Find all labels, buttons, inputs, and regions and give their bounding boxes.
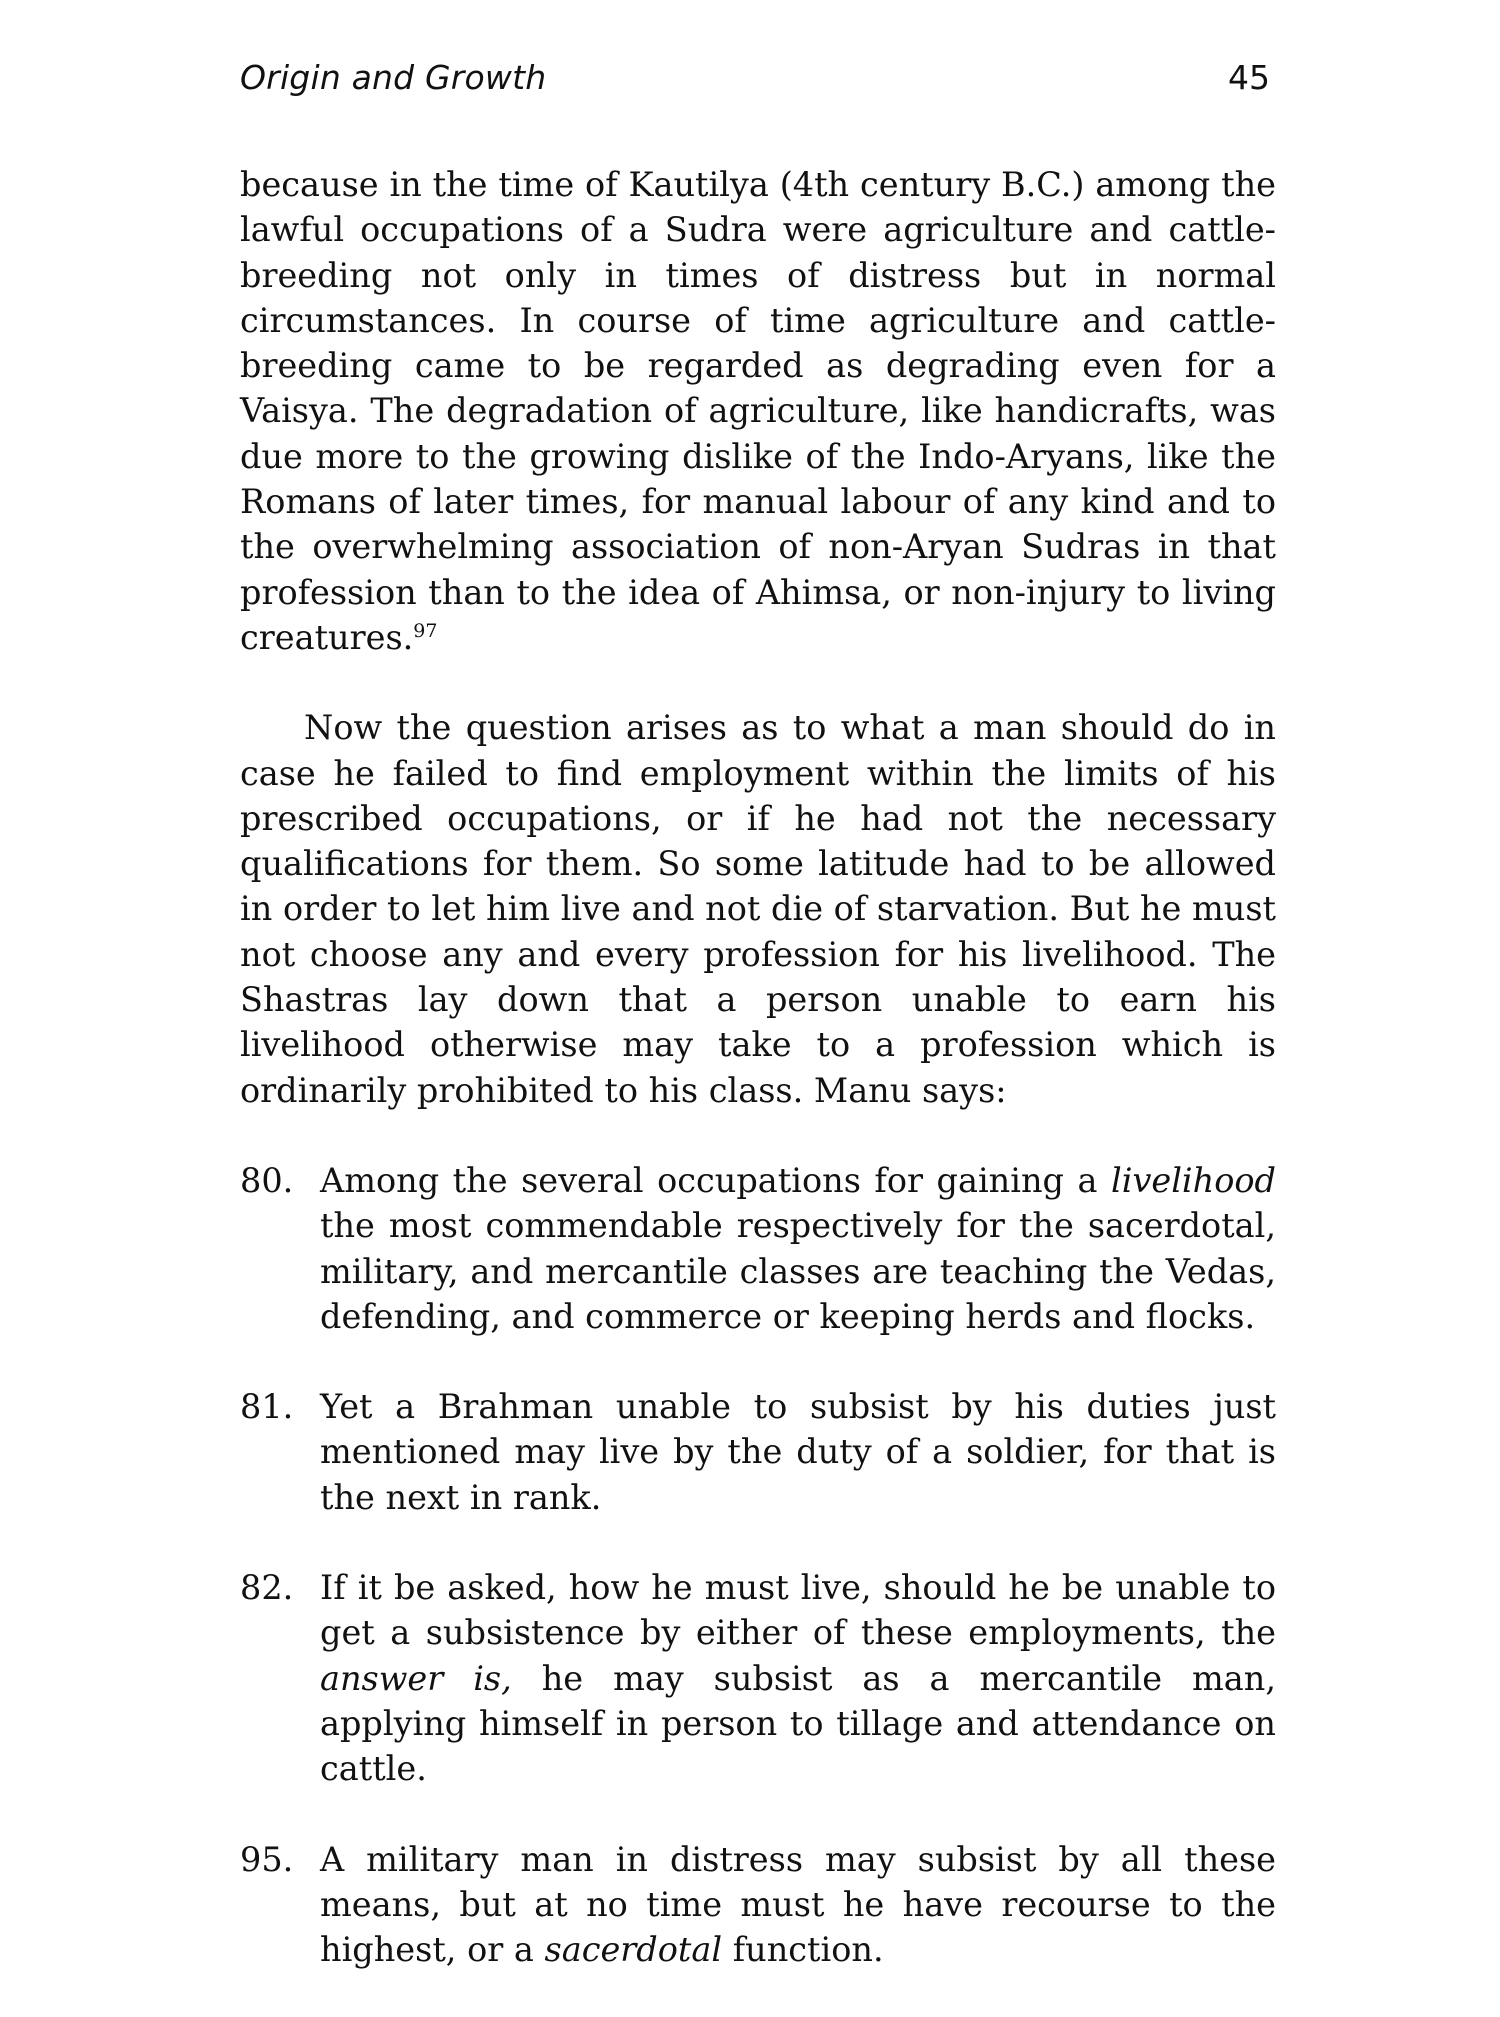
quote-item-82 [240, 1565, 1276, 1791]
quote-number: 95. [240, 1839, 294, 1879]
manu-quote-list [240, 1158, 1276, 1972]
quote-text [320, 1158, 1276, 1339]
quote-text-before: A military man in distress may subsist by all these means, but at no time must he have recourse to the highest, or a [320, 1839, 1276, 1970]
running-head [240, 58, 1270, 108]
quote-number: 80. [240, 1160, 294, 1200]
quote-item-80 [240, 1158, 1276, 1339]
quote-text-emphasis: livelihood [1111, 1160, 1276, 1200]
quote-text-after: function. [722, 1930, 884, 1970]
quote-text-after: the most commendable respectively for the sacerdotal, military, and mercantile classes are teaching the Vedas, defending, and commerce or keeping herds and flocks. [320, 1206, 1276, 1336]
running-title: Origin and Growth [240, 58, 547, 97]
body-text [240, 162, 1276, 2017]
quote-item-95 [240, 1837, 1276, 1973]
quote-number: 82. [240, 1568, 294, 1608]
quote-text [320, 1837, 1276, 1973]
quote-text [320, 1565, 1276, 1791]
paragraph-question: Now the question arises as to what a man should do in case he failed to find employment within the limits of his prescribed occupations, or if he had not the necessary qualifications for them. So some latitude had to be allowed in order to let him live and not die of starvation. But he must not choose any and every profession for his livelihood. The Shastras lay down that a person unable to earn his livelihood otherwise may take to a profession which is ordinarily prohibited to his class. Manu says: [240, 708, 1276, 1110]
quote-text-before: Yet a Brahman unable to subsist by his duties just mentioned may live by the duty of a soldier, for that is the next in rank. [320, 1387, 1276, 1517]
quote-text-before: If it be asked, how he must live, should he be unable to get a subsistence by either of these employments, the [320, 1568, 1276, 1653]
quote-number: 81. [240, 1387, 294, 1427]
paragraph-kautilya [240, 162, 1276, 660]
quote-text-before: Among the several occupations for gaining a [320, 1160, 1112, 1200]
quote-text-after: he may subsist as a mercantile man, applying himself in person to tillage and attendance on cattle. [320, 1658, 1276, 1789]
footnote-reference: 97 [413, 619, 438, 642]
quote-text-emphasis: sacerdotal [544, 1930, 723, 1970]
quote-text [320, 1384, 1276, 1520]
quote-text-emphasis: answer is, [320, 1658, 512, 1698]
quote-item-81 [240, 1384, 1276, 1520]
page-number: 45 [1228, 58, 1270, 97]
paragraph-kautilya-text: because in the time of Kautilya (4th century B.C.) among the lawful occupations of a Sudra were agriculture and cattle-breeding not only in times of distress but in normal circumstances. In course of time agriculture and cattle-breeding came to be regarded as degrading even for a Vaisya. The degradation of agriculture, like handicrafts, was due more to the growing dislike of the Indo-Aryans, like the Romans of later times, for manual labour of any kind and to the overwhelming association of non-Aryan Sudras in that profession than to the idea of Ahimsa, or non-injury to living creatures. [240, 165, 1276, 657]
